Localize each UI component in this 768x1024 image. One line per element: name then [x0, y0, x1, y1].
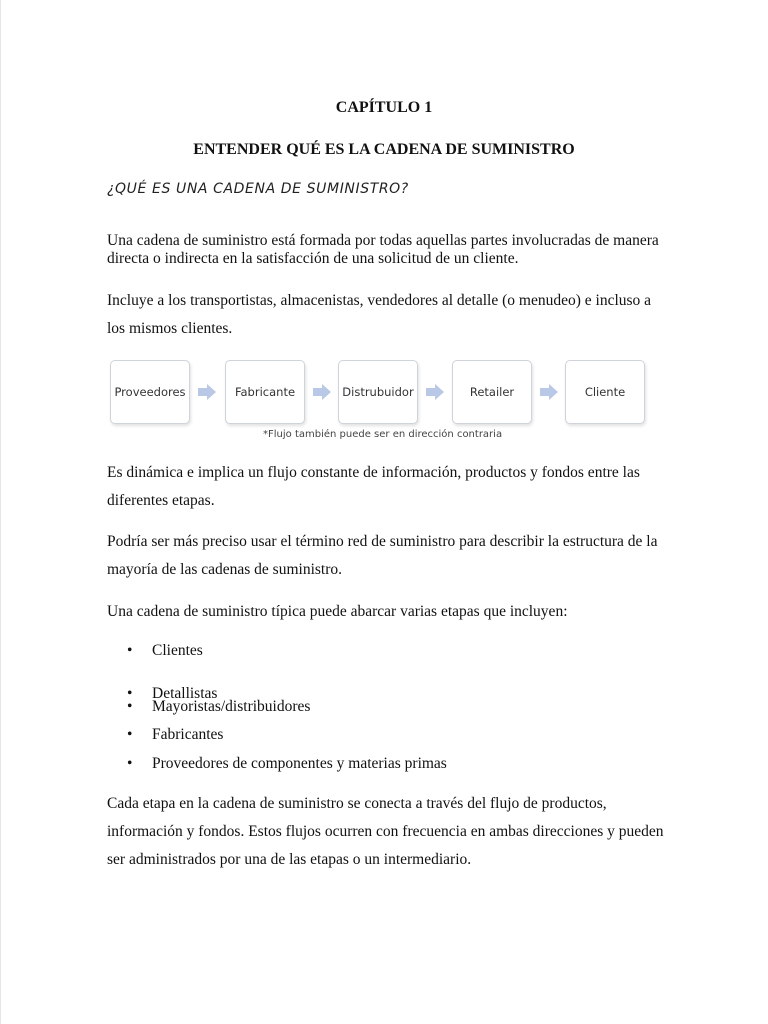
- flow-stage-label: Retailer: [469, 385, 515, 399]
- paragraph-network: Podría ser más preciso usar el término red de suministro para describir la estructura de la mayoría de las cadenas de suministro.: [107, 533, 658, 578]
- paragraph-dynamic: Es dinámica e implica un flujo constante de información, productos y fondos entre las diferentes etapas.: [107, 464, 640, 509]
- section-heading: ¿QUÉ ES UNA CADENA DE SUMINISTRO?: [107, 181, 409, 197]
- flow-stage-cliente: [565, 360, 645, 424]
- flow-stage-label: Distrubuidor: [342, 385, 414, 399]
- flow-arrow-icon: [426, 384, 444, 400]
- paragraph-definition: Una cadena de suministro está formada por todas aquellas partes involucradas de manera directa o indirecta en la satisfacción de una solicitud de un cliente.: [107, 232, 659, 267]
- list-item-text: Proveedores de componentes y materias primas: [152, 755, 447, 772]
- flow-caption: *Flujo también puede ser en dirección contraria: [263, 429, 503, 440]
- supply-chain-flow-diagram: [110, 360, 650, 424]
- flow-stage-fabricante: [225, 360, 305, 424]
- bullet-icon: •: [127, 726, 133, 743]
- flow-stage-label: Proveedores: [114, 385, 186, 399]
- bullet-icon: •: [127, 642, 133, 659]
- flow-stage-retailer: [452, 360, 532, 424]
- flow-stage-proveedores: [110, 360, 190, 424]
- paragraph-stages-intro: Una cadena de suministro típica puede abarcar varias etapas que incluyen:: [107, 603, 568, 620]
- flow-arrow-icon: [540, 384, 558, 400]
- list-item-text: Fabricantes: [152, 726, 224, 743]
- bullet-icon: •: [127, 698, 133, 715]
- flow-arrow-icon: [198, 384, 216, 400]
- chapter-label: CAPÍTULO 1: [335, 99, 433, 116]
- flow-stage-label: Fabricante: [234, 385, 296, 399]
- paragraph-flows: Cada etapa en la cadena de suministro se conecta a través del flujo de productos, información y fondos. Estos flujos ocurren con frecuencia en ambas direcciones y pueden ser administrados por una de las etapas o un intermediario.: [107, 795, 664, 868]
- flow-stage-distribuidor: [338, 360, 418, 424]
- list-item-text: Detallistas: [152, 685, 218, 702]
- chapter-title: ENTENDER QUÉ ES LA CADENA DE SUMINISTRO: [193, 141, 575, 158]
- paragraph-includes: Incluye a los transportistas, almacenistas, vendedores al detalle (o menudeo) e incluso a los mismos clientes.: [107, 292, 652, 337]
- list-item-text: Mayoristas/distribuidores: [152, 698, 311, 715]
- list-item-text: Clientes: [152, 642, 203, 659]
- flow-stage-label: Cliente: [584, 385, 626, 399]
- bullet-icon: •: [127, 685, 133, 702]
- flow-arrow-icon: [313, 384, 331, 400]
- bullet-icon: •: [127, 755, 133, 772]
